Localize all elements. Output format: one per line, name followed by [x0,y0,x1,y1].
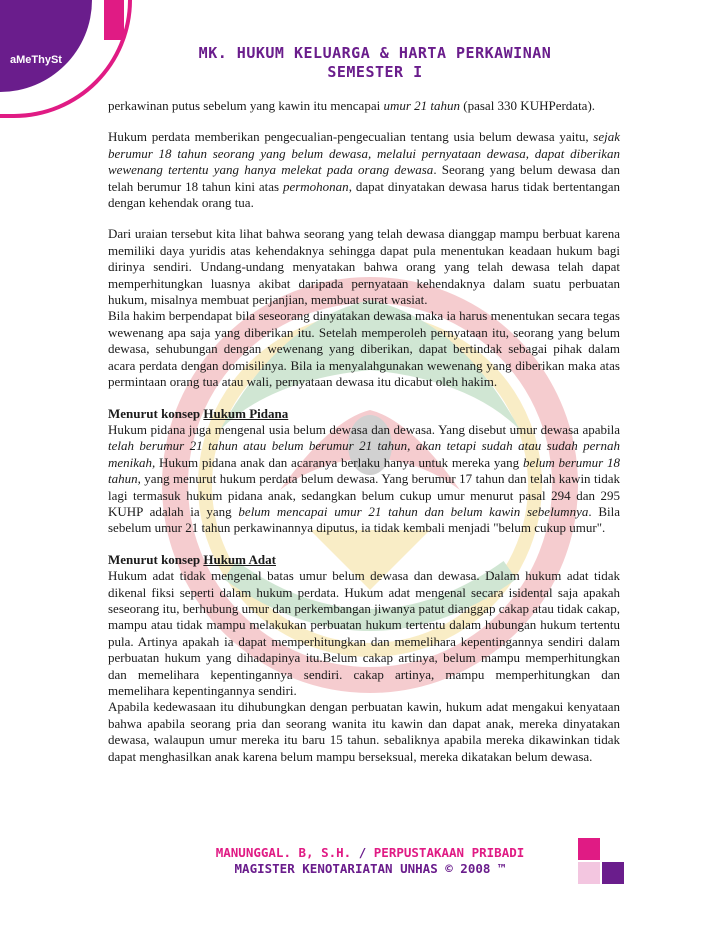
paragraph-3: Dari uraian tersebut kita lihat bahwa seorang yang telah dewasa dianggap mampu berbuat karena memiliki daya yuridis atas kehendaknya sehingga dapat pula menentukan keadaan hukum bagi dirinya sendiri. Undang-undang menyatakan bahwa orang yang telah dewasa telah dapat memperhitungkan luasnya akibat daripada pernyataan kehendaknya dalam suatu perbuatan hukum, misalnya membuat perjanjian, membuat surat wasiat. [108,226,620,308]
paragraph-5 [108,422,620,537]
header-title: MK. HUKUM KELUARGA & HARTA PERKAWINAN [198,44,552,62]
square-purple [602,862,624,884]
document-body [108,98,620,765]
heading-prefix: Menurut konsep [108,551,204,567]
square-light [578,862,600,884]
text: , dapat dinyatakan dewasa harus tidak bertentangan dengan kehendak orang tua. [108,178,621,211]
emphasis: telah berumur 21 tahun atau belum berumur 21 tahun, akan tetapi sudah atau sudah pernah menikah, [108,438,620,470]
page-footer [160,845,580,877]
header-subtitle: SEMESTER I [327,63,423,81]
heading-topic: Hukum Pidana [203,405,289,421]
emphasis: belum mencapai umur 21 tahun dan belum kawin sebelumnya [238,503,589,519]
heading-prefix: Menurut konsep [108,405,204,421]
footer-corner-squares [578,838,628,888]
paragraph-4: Bila hakim berpendapat bila seseorang dinyatakan dewasa maka ia harus menentukan secara tegas wewenang apa saja yang diberikan itu. Setelah memperoleh pernyataan itu, seorang yang belum dewasa, sehubungan dengan wewenang yang diberikan, dapat bertindak sebagai pihak dalam acara perdata dengan domisilinya. Bila ia menyalahgunakan wewenang yang diberikan maka atas permintaan orang tua atau wali, pernyataan dewasa itu dicabut oleh hakim. [108,308,620,390]
section-heading-pidana [108,406,620,422]
heading-topic: Hukum Adat [203,551,276,567]
footer-author: MANUNGGAL. B, S.H. [215,845,352,860]
square-pink [578,838,600,860]
text: (pasal 330 KUHPerdata). [460,98,596,113]
text: , yang menurut hukum perdata belum dewasa. Yang berumur 17 tahun dan telah kawin tidak lagi termasuk hukum pidana anak, sedangkan belum cukup umur menurut pasal 294 dan 295 KUHP adalah ia yang [108,471,620,519]
paragraph-7: Apabila kedewasaan itu dihubungkan dengan perbuatan kawin, hukum adat mengakui kenyataan bahwa apabila seorang pria dan seorang wanita itu kawin dan dapat anak, mereka dinyatakan dewasa, walaupun umur mereka itu baru 15 tahun. sebaliknya apabila mereka dikawinkan tidak dapat menghasilkan anak karena belum mampu berseksual, mereka dikatakan belum dewasa. [108,699,620,764]
page-header [120,44,630,82]
badge-label: aMeThySt [10,54,62,66]
text: Hukum pidana anak dan acaranya berlaku hanya untuk mereka yang [155,454,523,470]
footer-separator: / [351,845,374,860]
text: . Bila sebelum umur 21 tahun perkawinannya diputus, ia tidak kembali menjadi "belum cukup umur". [108,503,620,536]
footer-line-1 [160,845,580,861]
text: . Seorang yang belum dewasa dan telah berumur 18 tahun kini atas [108,162,621,194]
paragraph-1 [108,98,620,114]
emphasis: permohonan [282,178,349,194]
text: Hukum pidana juga mengenal usia belum dewasa dan dewasa. Yang disebut umur dewasa apabila [108,421,620,437]
emphasis: sejak berumur 18 tahun seorang yang belum dewasa, melalui pernyataan dewasa, dapat diberikan wewenang tertentu yang hanya melekat pada orang dewasa [108,129,620,178]
section-heading-adat [108,552,620,568]
paragraph-6: Hukum adat tidak mengenal batas umur belum dewasa dan dewasa. Dalam hukum adat tidak dikenal fiksi seperti dalam hukum perdata. Hukum adat mengenal secara isidental saja apakah seseorang itu, berhubung umur dan perkembangan jiwanya patut dianggap cakap atau tidak cakap, mampu atau tidak mampu melakukan perbuatan hukum tertentu dalam hubungan hukum tertentu pula. Artinya apakah ia dapat memperhitungkan dan memelihara kepentingannya sendiri dalam perbuatan hukum yang dihadapinya itu.Belum cakap artinya, belum mampu memperhitungkan dan memelihara kepentingannya sendiri. cakap artinya, mampu memperhitungkan dan memelihara kepentingannya sendiri. [108,568,620,698]
text: perkawinan putus sebelum yang kawin itu mencapai [108,98,384,113]
emphasis: belum berumur 18 tahun [108,454,621,487]
footer-line-2: MAGISTER KENOTARIATAN UNHAS © 2008 ™ [234,861,506,876]
paragraph-2 [108,129,620,211]
emphasis: umur 21 tahun [383,98,461,113]
text: Hukum perdata memberikan pengecualian-pengecualian tentang usia belum dewasa yaitu, [108,129,594,145]
footer-library: PERPUSTAKAAN PRIBADI [373,845,525,860]
